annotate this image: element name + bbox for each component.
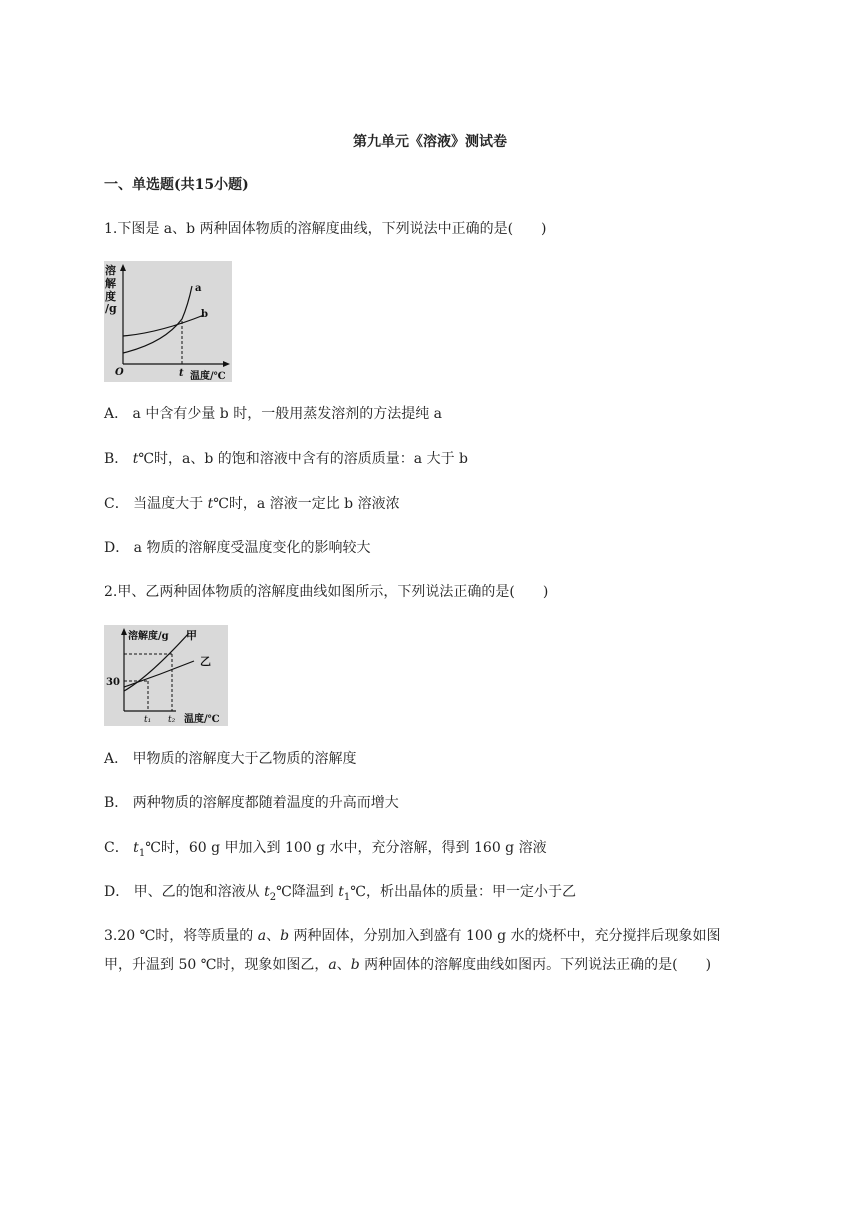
q1-option-b: B． t℃时，a、b 的饱和溶液中含有的溶质质量：a 大于 b xyxy=(104,451,469,467)
q2-option-b: B． 两种物质的溶解度都随着温度的升高而增大 xyxy=(104,795,399,811)
q2-option-d: D． 甲、乙的饱和溶液从 $t_2℃$降温到 $t_1℃$，析出晶体的质量：甲一定小于乙 xyxy=(104,884,576,903)
q1-ylabel-4: /g xyxy=(105,302,117,315)
q2-option-a: A． 甲物质的溶解度大于乙物质的溶解度 xyxy=(104,751,357,767)
q2-value-30: 30 xyxy=(106,677,120,688)
q1-ylabel-2: 解 xyxy=(105,277,116,290)
q3-stem-line2: 甲，升温到 50 ℃时，现象如图乙，a、b 两种固体的溶解度曲线如图丙。下列说法正确的是( ) xyxy=(104,957,712,973)
q1-option-d: D． a 物质的溶解度受温度变化的影响较大 xyxy=(104,540,371,556)
q1-label-a: a xyxy=(195,283,202,294)
q2-label-jia: 甲 xyxy=(186,629,197,642)
q2-curve-yi xyxy=(124,661,194,687)
q1-ylabel-3: 度 xyxy=(105,290,116,303)
q2-tick-t1: t₁ xyxy=(144,715,152,725)
q1-xlabel: 温度/℃ xyxy=(190,371,226,382)
q2-label-yi: 乙 xyxy=(200,655,211,668)
q1-label-b: b xyxy=(201,309,208,320)
q1-stem: 1.下图是 a、b 两种固体物质的溶解度曲线，下列说法中正确的是( ) xyxy=(104,221,547,237)
q1-curve-b xyxy=(123,315,204,336)
q2-tick-t2: t₂ xyxy=(168,715,176,725)
q1-ylabel-1: 溶 xyxy=(105,264,116,277)
q1-option-c: C． 当温度大于 t℃时，a 溶液一定比 b 溶液浓 xyxy=(104,496,400,512)
q2-option-c: C． $t_1℃$时，60 g 甲加入到 100 g 水中，充分溶解，得到 160 g 溶液 xyxy=(104,840,547,859)
q1-tick-t: t xyxy=(179,368,184,379)
q2-solubility-figure xyxy=(104,625,228,726)
page-title: 第九单元《溶液》测试卷 xyxy=(353,134,507,150)
q2-xlabel: 温度/℃ xyxy=(184,714,220,725)
q1-origin: O xyxy=(115,367,124,378)
q2-ylabel: 溶解度/g xyxy=(128,631,169,642)
q1-option-a: A． a 中含有少量 b 时，一般用蒸发溶剂的方法提纯 a xyxy=(104,406,443,422)
q1-solubility-figure xyxy=(104,261,232,382)
q3-stem-line1: 3.20 ℃时，将等质量的 a、b 两种固体，分别加入到盛有 100 g 水的烧杯中，充分搅拌后现象如图 xyxy=(104,928,721,944)
section-heading: 一、单选题(共15小题) xyxy=(104,177,249,193)
q2-stem: 2.甲、乙两种固体物质的溶解度曲线如图所示，下列说法正确的是( ) xyxy=(104,584,549,600)
